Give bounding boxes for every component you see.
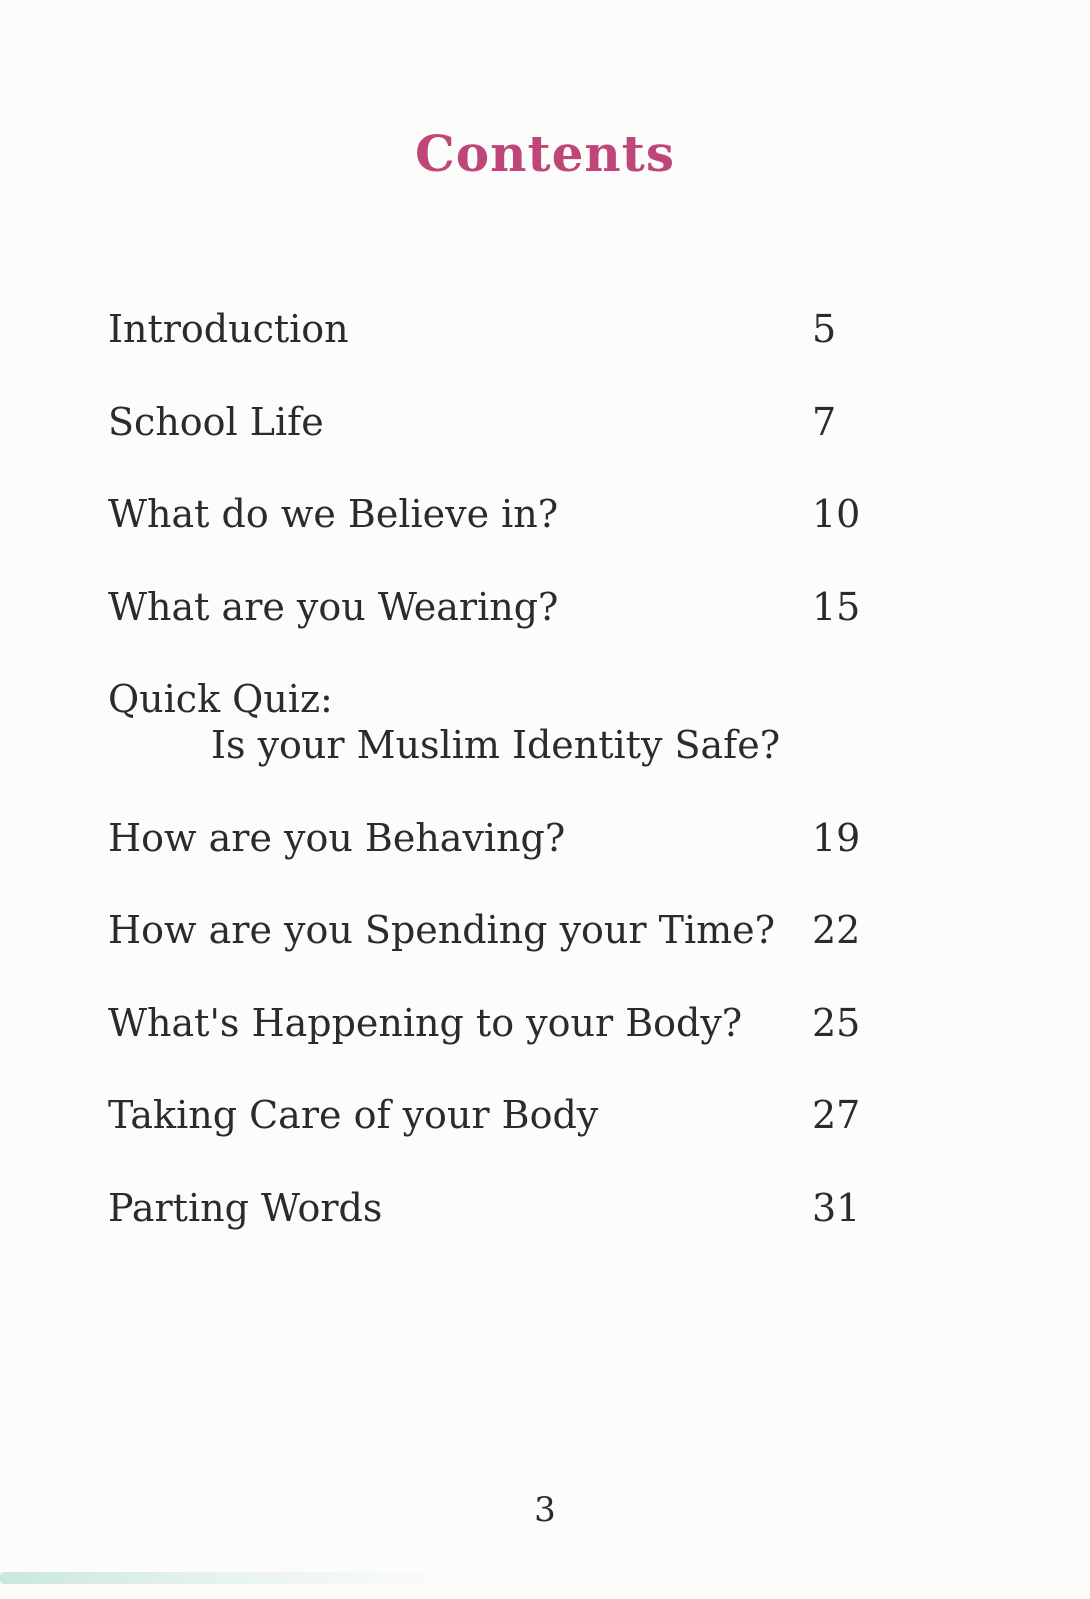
page-title: Contents — [414, 124, 675, 183]
toc-entry-page: 5 — [812, 307, 837, 351]
toc-entry — [108, 907, 1050, 953]
toc-entry-label-line2: Is your Muslim Identity Safe? — [211, 723, 781, 767]
toc-entry — [108, 815, 1050, 861]
toc-entry-page: 15 — [812, 584, 861, 629]
toc-entry-label-line1: Quick Quiz: — [108, 677, 333, 721]
toc-entry-label: Introduction — [108, 307, 349, 351]
footer-page-number: 3 — [534, 1490, 556, 1530]
toc-entry-page: 7 — [812, 399, 837, 444]
toc-entry-label: What do we Believe in? — [108, 492, 559, 536]
toc-entry-quick-quiz — [108, 676, 1050, 768]
toc-entry-label: Taking Care of your Body — [108, 1093, 599, 1137]
toc-entry — [108, 1092, 1050, 1138]
toc-entry-label: School Life — [108, 399, 324, 444]
toc-entry — [108, 491, 1050, 537]
toc-entry-page: 31 — [812, 1185, 861, 1230]
toc-entry — [108, 1185, 1050, 1231]
toc-entry — [108, 1000, 1050, 1046]
toc-entry — [108, 399, 1050, 445]
toc-entry-label: How are you Behaving? — [108, 815, 566, 860]
toc-entry-label: How are you Spending your Time? — [108, 908, 776, 952]
toc-entry-label: What's Happening to your Body? — [108, 1000, 743, 1045]
toc-entry — [108, 584, 1050, 630]
toc-entry-page: 27 — [812, 1093, 861, 1137]
toc-entry-page: 25 — [812, 1000, 861, 1045]
toc-entry-page: 10 — [812, 492, 861, 536]
table-of-contents — [108, 306, 1050, 1277]
toc-entry-page: 22 — [812, 908, 861, 952]
toc-entry-label: What are you Wearing? — [108, 584, 559, 629]
scan-artifact-line — [0, 1572, 470, 1584]
toc-entry — [108, 306, 1050, 352]
toc-entry-label: Parting Words — [108, 1185, 383, 1230]
toc-entry-page: 19 — [812, 815, 861, 860]
